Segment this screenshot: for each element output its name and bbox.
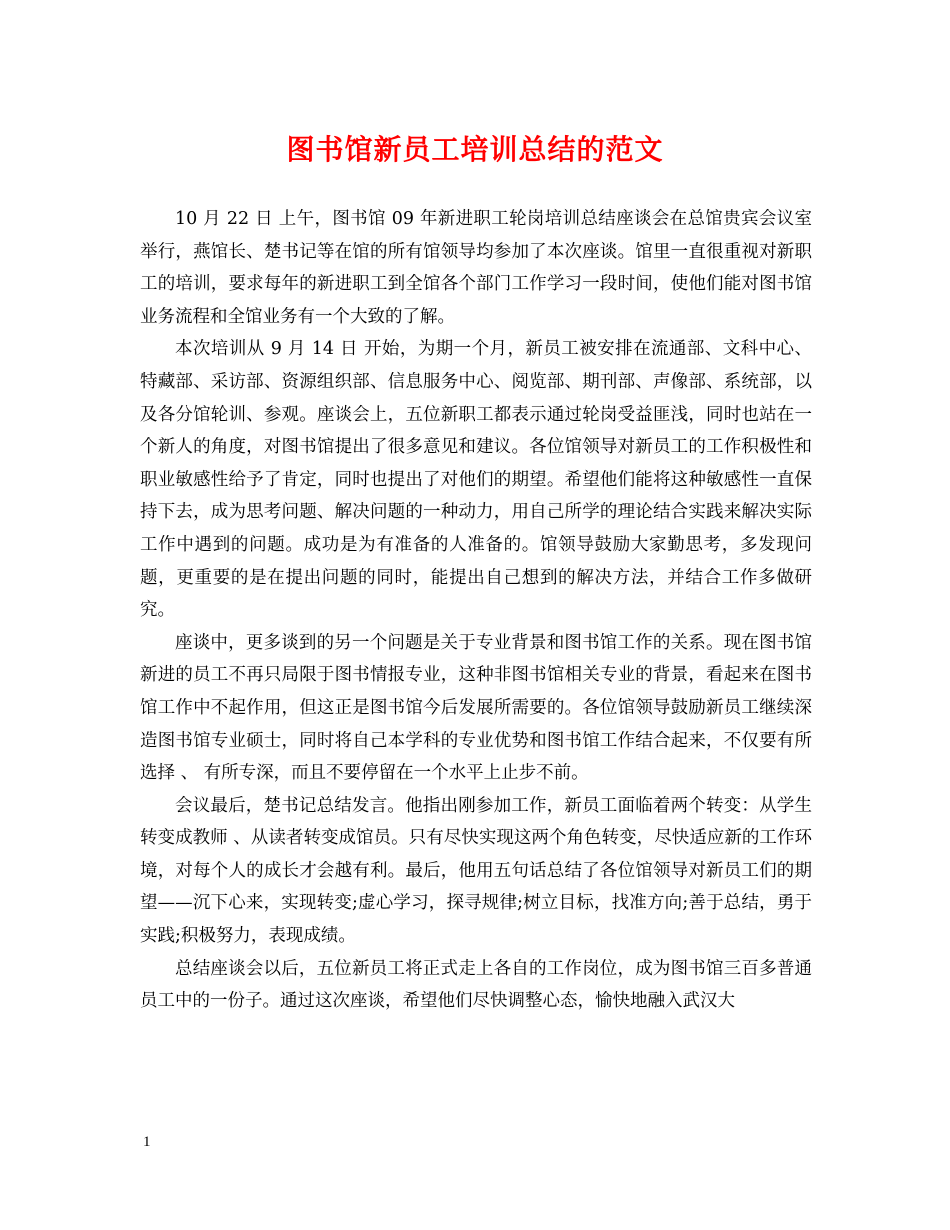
page-number: 1 xyxy=(143,1134,151,1150)
paragraph-5: 总结座谈会以后，五位新员工将正式走上各自的工作岗位，成为图书馆三百多普通员工中的一份子。通过这次座谈，希望他们尽快调整心态，愉快地融入武汉大 xyxy=(140,958,812,1012)
paragraph-1: 10 月 22 日 上午，图书馆 09 年新进职工轮岗培训总结座谈会在总馆贵宾会议室举行，燕馆长、楚书记等在馆的所有馆领导均参加了本次座谈。馆里一直很重视对新职工的培训，要求每年的新进职工到全馆各个部门工作学习一段时间，使他们能对图书馆业务流程和全馆业务有一个大致的了解。 xyxy=(140,209,812,327)
paragraph-3: 座谈中，更多谈到的另一个问题是关于专业背景和图书馆工作的关系。现在图书馆新进的员工不再只局限于图书情报专业，这种非图书馆相关专业的背景，看起来在图书馆工作中不起作用，但这正是图书馆今后发展所需要的。各位馆领导鼓励新员工继续深造图书馆专业硕士，同时将自己本学科的专业优势和图书馆工作结合起来，不仅要有所选择 、 有所专深，而且不要停留在一个水平上止步不前。 xyxy=(140,632,812,784)
document-title: 图书馆新员工培训总结的范文 xyxy=(286,133,664,166)
document-body xyxy=(140,203,812,1018)
paragraph-2: 本次培训从 9 月 14 日 开始，为期一个月，新员工被安排在流通部、文科中心、特藏部、采访部、资源组织部、信息服务中心、阅览部、期刊部、声像部、系统部，以及各分馆轮训、参观。座谈会上，五位新职工都表示通过轮岗受益匪浅，同时也站在一个新人的角度，对图书馆提出了很多意见和建议。各位馆领导对新员工的工作积极性和职业敏感性给予了肯定，同时也提出了对他们的期望。希望他们能将这种敏感性一直保持下去，成为思考问题、解决问题的一种动力，用自己所学的理论结合实践来解决实际工作中遇到的问题。成功是为有准备的人准备的。馆领导鼓励大家勤思考，多发现问题，更重要的是在提出问题的同时，能提出自己想到的解决方法，并结合工作多做研究。 xyxy=(140,339,812,621)
paragraph-4: 会议最后，楚书记总结发言。他指出刚参加工作，新员工面临着两个转变：从学生转变成教师 、从读者转变成馆员。只有尽快实现这两个角色转变，尽快适应新的工作环境，对每个人的成长才会越有利。最后，他用五句话总结了各位馆领导对新员工们的期望——沉下心来，实现转变;虚心学习，探寻规律;树立目标，找准方向;善于总结，勇于实践;积极努力，表现成绩。 xyxy=(140,795,812,947)
